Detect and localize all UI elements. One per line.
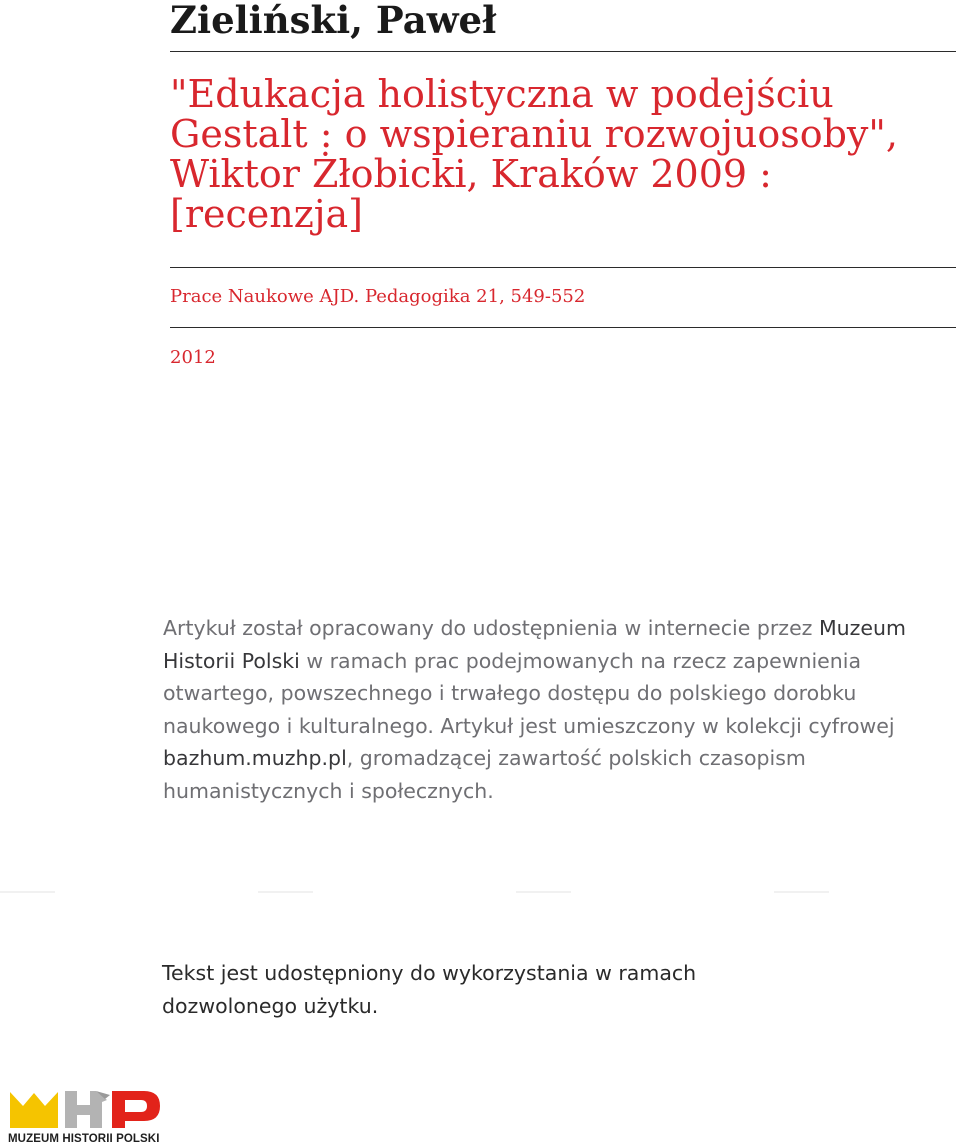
separator-mark	[258, 891, 313, 893]
collection-link[interactable]: bazhum.muzhp.pl	[163, 746, 347, 770]
notice-text-1: Artykuł został opracowany do udostępnienia w internecie przez	[163, 616, 819, 640]
notice-text-2: w ramach prac podejmowanych na rzecz zapewnienia otwartego, powszechnego i trwałego dostępu do polskiego dorobku naukowego i kulturalnego. Artykuł jest umieszczony w kolekcji cyfrowej	[163, 648, 895, 738]
publication-year: 2012	[170, 347, 216, 368]
separator-mark	[516, 891, 571, 893]
usage-terms: Tekst jest udostępniony do wykorzystania w ramach dozwolonego użytku.	[162, 961, 697, 1018]
logo-caption: MUZEUM HISTORII POLSKI	[8, 1133, 160, 1145]
publication-title: "Edukacja holistyczna w podejściu Gestalt : o wspieraniu rozwojuosoby", Wiktor Żłobicki, Kraków 2009 : [recenzja]	[170, 72, 898, 236]
journal-reference: Prace Naukowe AJD. Pedagogika 21, 549-552	[170, 286, 586, 307]
divider-middle	[170, 267, 956, 268]
separator-mark	[0, 891, 55, 893]
availability-notice	[163, 612, 923, 807]
notice-text-3: , gromadzącej zawartość polskich czasopism humanistycznych i społecznych.	[163, 746, 806, 803]
museum-name: Muzeum Historii Polski	[163, 616, 906, 673]
divider-top	[170, 51, 956, 52]
separator-mark	[774, 891, 829, 893]
divider-bottom	[170, 327, 956, 328]
author-name: Zieliński, Paweł	[170, 0, 497, 42]
